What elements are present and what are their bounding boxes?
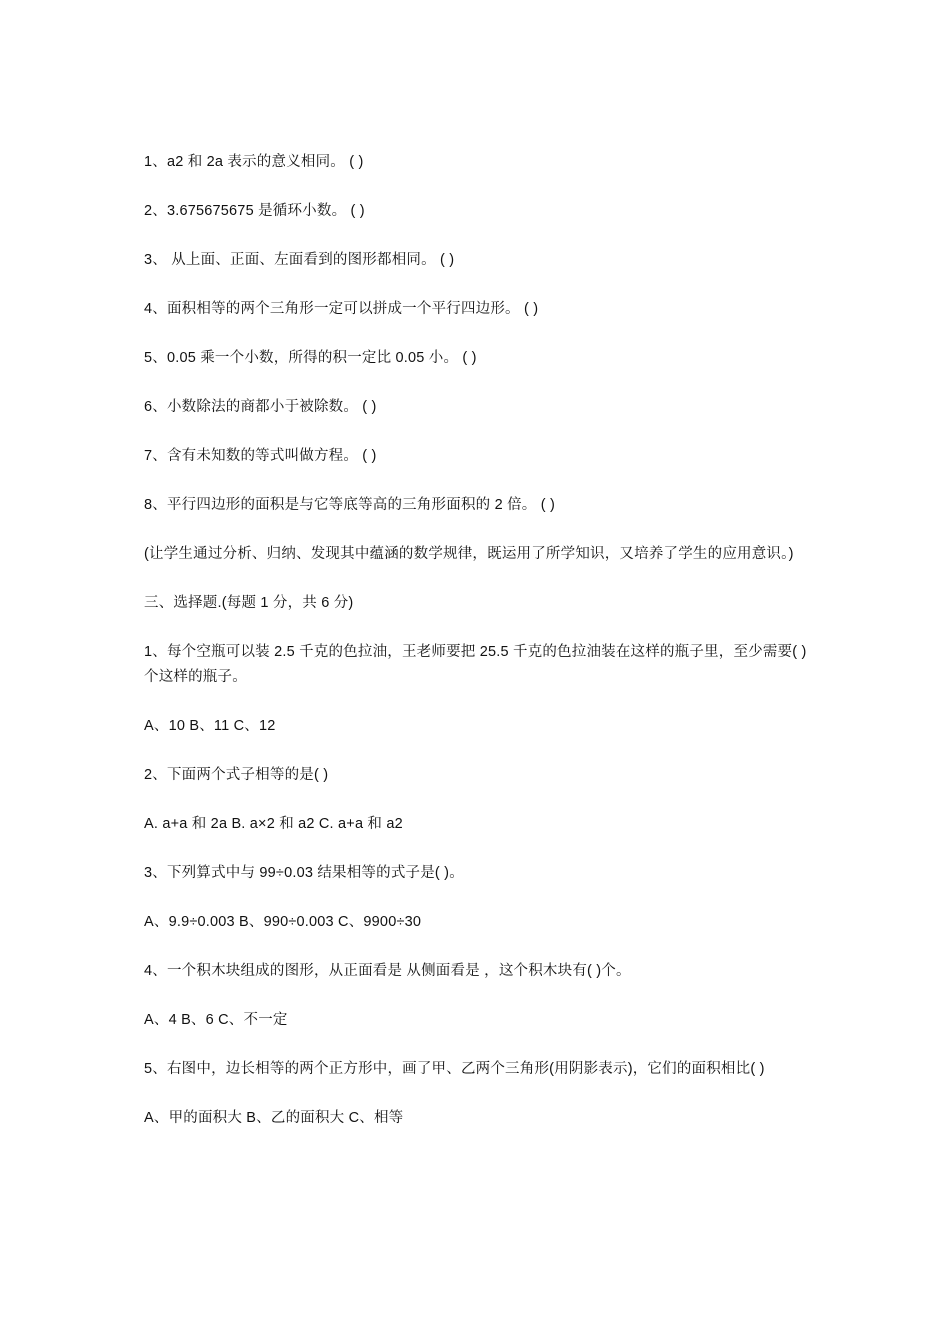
document-body [144, 150, 812, 1155]
tf-question-3: 3、 从上面、正面、左面看到的图形都相同。 ( ) [144, 252, 455, 268]
mc-options-5: A、甲的面积大 B、乙的面积大 C、相等 [144, 1110, 404, 1126]
mc-question-2: 2、下面两个式子相等的是( ) [144, 767, 329, 783]
mc-options-4: A、4 B、6 C、不一定 [144, 1012, 288, 1028]
tf-question-1: 1、a2 和 2a 表示的意义相同。 ( ) [144, 154, 364, 170]
tf-question-5: 5、0.05 乘一个小数，所得的积一定比 0.05 小。 ( ) [144, 350, 477, 366]
mc-question-5: 5、右图中，边长相等的两个正方形中，画了甲、乙两个三角形(用阴影表示)，它们的面积相比( ) [144, 1061, 765, 1077]
tf-question-8: 8、平行四边形的面积是与它等底等高的三角形面积的 2 倍。 ( ) [144, 497, 555, 513]
section-heading-choice: 三、选择题.(每题 1 分，共 6 分) [144, 595, 354, 611]
mc-options-1: A、10 B、11 C、12 [144, 718, 276, 734]
tf-question-7: 7、含有未知数的等式叫做方程。 ( ) [144, 448, 377, 464]
mc-question-4: 4、一个积木块组成的图形，从正面看是 从侧面看是 ，这个积木块有( )个。 [144, 963, 631, 979]
teaching-note: (让学生通过分析、归纳、发现其中蕴涵的数学规律，既运用了所学知识，又培养了学生的应用意识。) [144, 546, 794, 562]
mc-question-3: 3、下列算式中与 99÷0.03 结果相等的式子是( )。 [144, 865, 464, 881]
mc-question-1: 1、每个空瓶可以装 2.5 千克的色拉油，王老师要把 25.5 千克的色拉油装在这样的瓶子里，至少需要( )个这样的瓶子。 [144, 644, 807, 685]
mc-options-3: A、9.9÷0.003 B、990÷0.003 C、9900÷30 [144, 914, 422, 930]
tf-question-6: 6、小数除法的商都小于被除数。 ( ) [144, 399, 377, 415]
tf-question-4: 4、面积相等的两个三角形一定可以拼成一个平行四边形。 ( ) [144, 301, 539, 317]
tf-question-2: 2、3.675675675 是循环小数。 ( ) [144, 203, 365, 219]
mc-options-2: A. a+a 和 2a B. a×2 和 a2 C. a+a 和 a2 [144, 816, 403, 832]
